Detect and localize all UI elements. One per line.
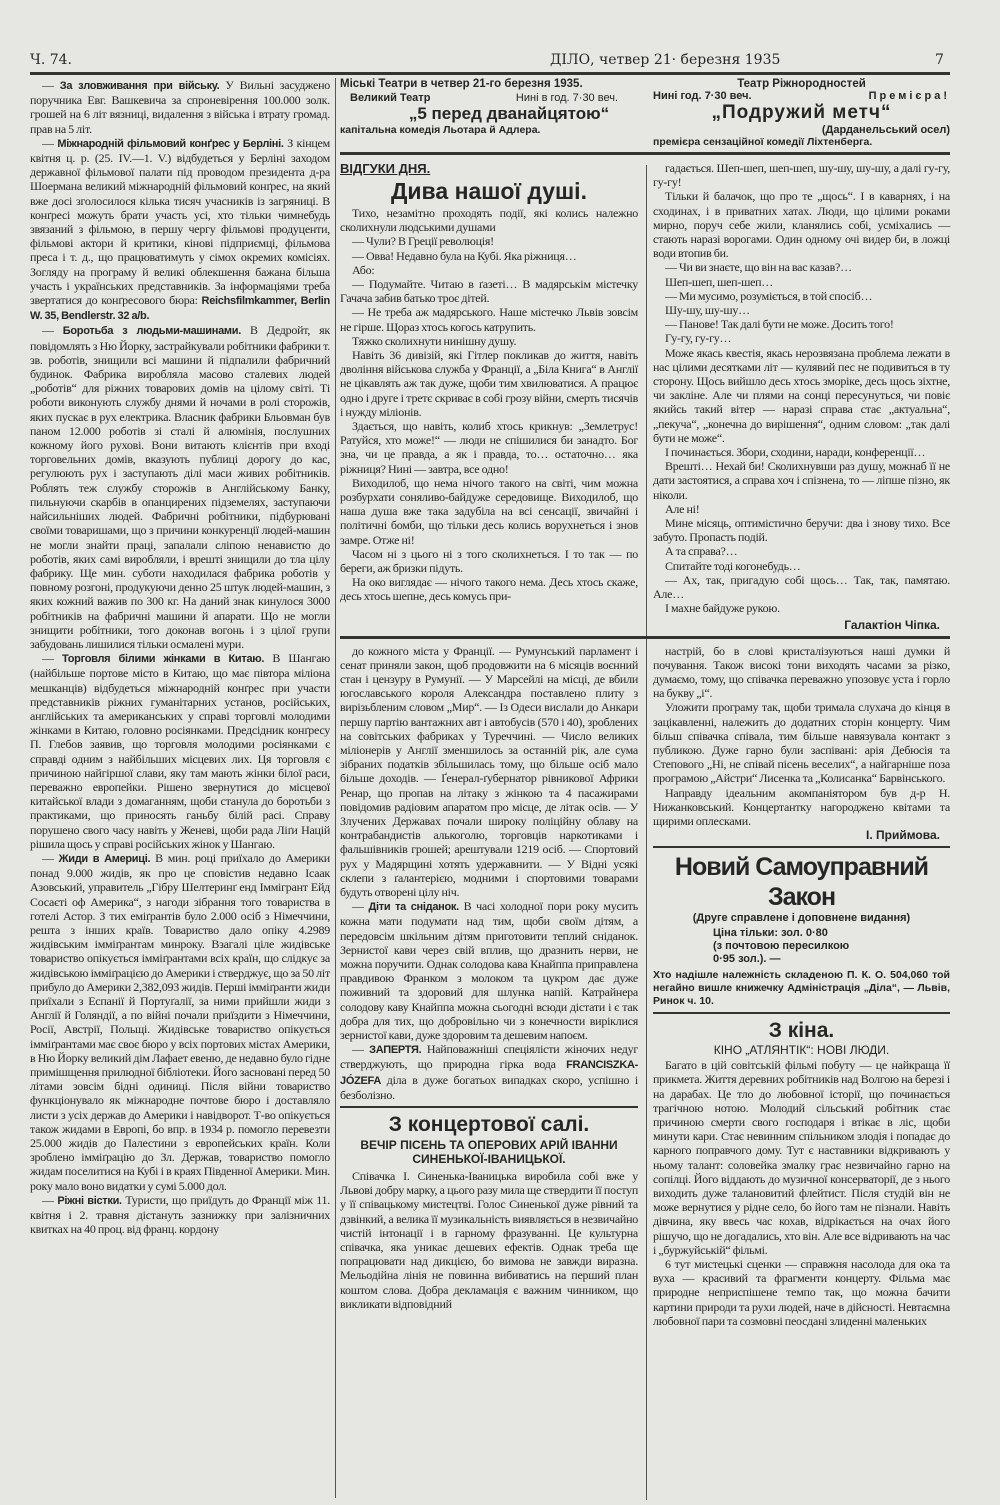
book-price: Ціна тільки: зол. 0·80 xyxy=(713,927,828,940)
cinema-subtitle: КІНО „АТЛЯНТІК“: НОВІ ЛЮДИ. xyxy=(713,1043,890,1058)
paragraph: — Чи ви знаєте, що він на вас казав?… xyxy=(665,260,852,275)
paragraph: — Діти та сніданок. В часі холодної пори року мусить кожна мати подумати над тим, щоби своїм дітям, а передовсім шкільним дітям приготовити теплий сніданок. Зернистої кави через свій вплив, що дразнить нерви, не можна поручити. Однак солодова кава Кнайппа приправлена правдивою Франком з молоком та цукром дає дуже поживний та здоровий для шлунка напій. Катрайнера солодову каву Кнайппа можна сьогодні всюди дістати і є так добра для тих, що добровільно чи з конечности виріклися зернистої кави, дуже здоровим та дешевим напоєм. xyxy=(340,899,638,1042)
paragraph: Часом ні з цього ні з того сколихнеться. І то так — по береги, аж бризки підуть. xyxy=(340,546,638,576)
paragraph: — Овва! Недавно була на Кубі. Яка ріжниця… xyxy=(352,248,577,263)
concert-title: З концертової салі. xyxy=(388,1113,590,1136)
lower-section xyxy=(340,644,950,1329)
variety-theatre-time: Нині год. 7·30 веч. xyxy=(653,90,752,102)
paragraph: Може якась квестія, якась нерозвязана проблема лежати в нас цілими десятками літ — кулявий пес не подивиться в ту сторону. Щось вийшло десь хтось зморіке, десь щось зіхтне, чи закліне. Але чи плями на сонці пересунуться, чи повіє якийсь такий вітер — наразі справа стає „актуальна“, „пекуча“, „конечна до вирішення“, одним словом: „так далі бути не може“. xyxy=(653,345,950,445)
paragraph: Уложити програму так, щоби тримала слухача до кінця в зацікавленні, належить до додатних сторін концерту. Чим більш співачка співала, тим більше навязувала контакт з публикою. Дуже гарно були заспівані: арія Дебюсія та Степового „Ні, не співай пісень веселих“, а найгарніше поза програмою „Айстри“ Лисенка та „Колисанка“ Барвінського. xyxy=(653,700,950,786)
paragraph: до кожного міста у Франції. — Румунський парламент і сенат приняли закон, щоб продовжити на 6 місяців воєнний стан і цензуру в Румунії. — У Марсейлі на місці, де вбили югославського короля Александра поставлено плиту з вирізьбленим словом „Мир“. — Із Одеси вислали до Анкари першу партію вантажних авт і автобусів (570 і 40), зроблених на совітських фабриках у Туреччині. — Число великих міліонерів у Англії зменшилось за останній рік, але сума зібраних податків збільшилась тому, що більше осіб мало більше доходів. — Ґенерал-ґубернатор рівникової Африки Ренар, що пропав на літаку з жінкою та 4 пасажирами повідомив радіовим апаратом про місце, де літак осів. — У Злучених Державах почали широку поліційну облаву на контрабандистів алькоголю, торговців наркотиками і фальшівників грошей; арештували 1219 осіб. — Спортовий рух у Мадярщині хотять удержавнити. — У Відні усякі склепи з ґалантерією, модними і спортовими товарами будуть отворені цілу ніч. xyxy=(340,643,638,899)
paragraph: Тяжко сколихнути нинішну душу. xyxy=(352,333,517,348)
paragraph: Виходилоб, що нема нічого такого на світі, чим можна розбурхати соняливо-байдуже середовище. Виходилоб, що наша душа вже така задубіла на всі сенсації, звичайні і політичні бомби, що тільки десь колись ворухнеться і знов замре. Отже ні! xyxy=(340,475,638,547)
paragraph: — Жиди в Америці. В мин. році приїхало до Америки понад 9.000 жидів, як про це сповістив недавно Ісаак Азовський, управитель „Гібру Шелтеринґ енд Іммігрант Ейд Сосаєті оф Америка“, з нагоди зібрання того товариства в готелі Астор. З тих еміґрантів було 2.000 осіб з Німеччини, решта з інших країв. Товариство дало опіку 4.2989 жидівським імміґрантам минроку. Взагалі ціле жидівське товариство опікується імміґрантами всіх країн, що слідкує за жидівською імміґрацією до Америки і стверджує, що за 50 літ прибуло до Америки 2,382,093 жидів. Перші імміґранти жиди приїхали з Еспанії й Портуґалії, за ними прийшли жиди з Англії й Голяндії, а по війні почали приїздити з Німеччини, Росії, Австрії, Польщі. Жидівське товариство опікується імміґрантами має своє бюро у всіх портових містах Америки, в Ню Йорку великий дім Лафает евеню, де недавно було гідне примішщення прилюдної бібліотеки. Його засновані перед 50 літами зовсім бідні одиниці. Після війни товариство функціонувало як міжнародне почтове бюро і доставляло листи з усіх держав до Америки і навідворот. Т-во опікується також жидами в Европі, бо впр. в 1934 р. помогло перевезти 25.000 жидів до Палестини з европейських країн. Коли зроблено імміґрацію до Зл. Держав, товариство помогло жидам поселитися на Кубі і в краях Південної Америки. Мин. року мало воно видатки у сумі 5.000 дол. xyxy=(30,850,330,1193)
paragraph: Багато в цій совітській фільмі побуту — це найкраща її прикмета. Життя деревних робітників над Волгою на березі і на дарабах. Це тло до любовної історії, що починається трагічною нотою. Молодий сільський робітник стає причиною смерти свого господаря і втікає в ліс, щоби минути кари. Стає невинним спільником злодія і попадає до карного поправчого дому. Тут є наставники відкривають у ньому талант: соловейка змалку грає незвичайно гарно на сопілці. Його віддають до музичної консерваторії, де з нього виходить дуже талановитий флейтист. Після студій він не може вернутися у рідне село, бо його там не пізнали. Навіть дівчина, яку ввесь час кохав, відрікається на очах його рішучо, що не догадались, хто він. Але все відривають на час і „буржуйській“ фільмі. xyxy=(653,1058,950,1257)
section-rule xyxy=(653,846,950,848)
paragraph: — ЗАПЕРТЯ. Найповажніші спеціялісти жіночих недуг стверджують, що природна гірка вода FRANCISZKA-JÓZEFA діла в дуже богатьох випадках скоро, успішно і безболізно. xyxy=(340,1042,639,1102)
premiere-label: Премієра! xyxy=(868,90,950,102)
variety-theatre-name: Театр Ріжнородностей xyxy=(737,78,866,90)
paragraph: — Міжнародній фільмовий конґрес у Берліні. З кінцем квітня ц. р. (25. IV.—1. V.) відбудеться у Берліні заходом державної фільмової палати під проводом президента д-ра Шоермана великий міжнародній фільмовий конґрес, на який вже досі зголосилося кілька тисяч учасників із загряниці. В конґресі можуть брати участь усі, хто тільки чимнебудь звязаний з фільмою, в першу чергу фільмові продуценти, фільмові актори й критики, кінові підприємці, фільмова преса і т. д., що працюватимуть у сімох окремих комісіях. Зогляду на програму й великі облекшення бажана більша участь і українських представників. За інформаціями треба звертатися до конґресового бюра: Reichsfilmkammer, Berlin W. 35, Bendlerstr. 32 a/b. xyxy=(30,135,330,323)
cinema-title: З кіна. xyxy=(768,1019,835,1043)
paragraph: Врешті… Нехай би! Сколихнувши раз душу, можнаб її не дати застоятися, а справа хоч і спізнена, то — ліпше пізно, як ніколи. xyxy=(653,459,950,502)
feuilleton-author: Галактіон Чіпка. xyxy=(844,617,940,632)
main-area xyxy=(340,78,950,1328)
news-column-left xyxy=(30,78,330,1236)
paragraph: Направду ідеальним акомпаніятором був д-р Н. Нижанковський. Концертантку нагороджено квітами та щирими оплесками. xyxy=(653,785,950,828)
paragraph: — Не треба аж мадярського. Наше містечко Львів зовсім не гірше. Щораз хтось когось катрупить. xyxy=(340,305,638,334)
grand-theatre-name: Великий Театр xyxy=(350,92,431,104)
concert-subtitle: ВЕЧІР ПІСЕНЬ ТА ОПЕРОВИХ АРІЙ ІВАННИ СИНЕНЬКОЇ-ІВАНИЦЬКОЇ. xyxy=(360,1138,618,1166)
paragraph: — Панове! Так далі бути не може. Досить того! xyxy=(665,317,894,332)
feuilleton-title: Дива нашої душі. xyxy=(391,178,587,204)
page-header xyxy=(30,52,950,72)
paragraph: Гу-гу, гу-гу… xyxy=(665,331,732,346)
paragraph: 6 тут мистецькі сценки — справжня насолода для ока та вуха — красивий та фрагменти концерту. Фільма має природне неприспішене темпо так, що можна бачити картини природи та рухи людей, наче в дійсності. Невтаємна любовної пари та созмовні пеосдані злиденні маленьких xyxy=(653,1256,950,1328)
book-ad xyxy=(653,852,950,1008)
paragraph: — Ми мусимо, розуміється, в той спосіб… xyxy=(665,288,873,303)
paragraph: — Подумайте. Читаю в ґазеті… В мадярськім містечку Гачача забив батько троє дітей. xyxy=(340,277,638,306)
paragraph: — Торговля білими жінками в Китаю. В Шангаю (найбільше портове місто в Китаю, що має півтора міліона мешканців) відбудеться міжнародній конґрес при участи представників ріжних гуманітарних установ, російських, англійських та американських у справі торговлі молодими жінками в Китаю, головно росіянками. Предсідник конґресу П. Глебов заявив, що торговля молодими росіянками є справді одним з найбільших місцевих лих. Ця торговля є причиною найгіршої слави, яку там мають жінки білої раси, переважно европейки. Рішено звернутися до місцевої китайської влади з домаганням, щоби станула до боротьби з практиками, що приносять ганьбу білій расі. Справу порушено свого часу навіть у Женеві, щоби рада Ліґи Націй рішила щось у справі російських жінок у Шангаю. xyxy=(30,651,330,851)
paragraph: — Боротьба з людьми-машинами. В Дедройт, як повідомлять з Ню Йорку, застрайкували робітники фабрики т. зв. роботів, знищили всі машини й підпалили фабричний будинок. Фабрика виробляла масово сталевих людей „роботів“ для ріжних товарових домів на цілому світі. Ті роботи виконують службу днями й ночами в ролі сторожів, яких пускає в рух електрика. Власник фабрики Бльовман був паном 12.000 роботів зі сталі й алюмінія, послушних кожному його рухові. Вони витають клієнтів при вході торговельних домів, вказують публиці дорогу до кас, регулюють рух і заступають ділі маси живих робітників. Роблять теж службу сторожів в Англійському Банку, пильнуючи скарбів в опанцирених підземелях, заступаючи найсильніших людей. Фабричні робітники, підбурювані своїми товаришами, що з причини конкуренції людей-машин не могли знайти праці, запалали сліпою ненавистю до роботів, яких самі виробляли, і врешті знищили до тла цілу фабрику. Ще мин. суботи находилася фабрика роботів у повному розгоні, продукуючи денно 25 штук людей-машин, з яких кожний важив по 300 кг. На даний знак кинулося 3000 робітників на фабричні машини й апарати. Що не могли знищити робітники, того доконав вогонь і з цілої групи забудовань лишилися тільки осмалені мури. xyxy=(30,323,331,651)
paragraph: — Чули? В Греції революція! xyxy=(352,234,494,249)
page-number: 7 xyxy=(935,52,944,68)
paragraph: А та справа?… xyxy=(665,544,738,559)
grand-theatre-time: Нині в год. 7·30 веч. xyxy=(515,92,618,104)
book-subtitle: (Друге справлене і доповнене видання) xyxy=(692,912,911,925)
concert-author: І. Приймова. xyxy=(866,828,940,843)
masthead: ДІЛО, четвер 21· березня 1935 xyxy=(550,52,781,68)
column-divider xyxy=(335,78,336,1498)
book-price-note: (з почтовою пересилкою xyxy=(713,940,850,953)
paragraph: Мине місяць, оптимістично беручи: два і знову тихо. Все забуто. Пропасть подій. xyxy=(653,516,950,545)
variety-theatre-sub: (Дарданельський осел) xyxy=(821,124,950,136)
paragraph: Спитайте тоді когонебудь… xyxy=(665,558,801,573)
city-theatres-title: Міські Театри в четвер 21-го березня 1935. xyxy=(340,78,583,90)
book-price-note: 0·95 зол.). — xyxy=(713,953,781,966)
paragraph: І починається. Збори, сходини, наради, конференції… xyxy=(665,445,926,460)
paragraph: І махне байдуже рукою. xyxy=(665,601,780,616)
paragraph: гадається. Шеп-шеп, шеп-шеп, шу-шу, шу-шу, а далі гу-гу, гу-гу! xyxy=(653,161,950,190)
paragraph: Шеп-шеп, шеп-шеп… xyxy=(665,274,774,289)
book-order-info: Хто надішле належність складеною П. К. О. 504,060 той негайно вишле книжечку Адміністрація „Діла“, — Львів, Ринок ч. 10. xyxy=(653,969,950,1008)
section-rule xyxy=(340,636,950,639)
variety-theatre-ad xyxy=(653,78,950,148)
variety-theatre-desc: премієра сензаційної комедії Ліхтенберга. xyxy=(653,136,873,148)
concert-text-left xyxy=(340,1169,638,1311)
header-rule xyxy=(30,72,950,75)
grand-theatre-desc: капітальна комедія Льотара й Адлера. xyxy=(340,124,541,136)
ads-rule xyxy=(340,152,950,155)
paragraph: Тільки й балачок, що про те „щось“. І в каварнях, і на сходинах, і в приватних хатах. Люди, що цілими роками мирно, поруч себе жили, кланялись собі, усміхались — стають наразі ворогами. Один одному очі видер би, в ложці води втопив би. xyxy=(653,189,950,261)
paragraph: Або: xyxy=(352,262,375,277)
feuilleton-text-right xyxy=(653,161,950,616)
paragraph: Співачка І. Синенька-Іваницька виробила собі вже у Львові добру марку, а цього разу мила ще ствердити її поступ у її співацькому мистецтві. Голос Синенької дуже рівний та дзвінкий, а велика її музикальність виявляється в незвичайно чистій інтонації і в гарному фразуванні. Це культурна співачка, яка уникає дешевих ефектів. Однак треба ще попрацювати над дикцією, бо вимова не завжди виразна. Мельодійна лінія не повинна вибиватись на перший план коштом слова. Добра декламація є важним чинником, що викликати відповідний xyxy=(340,1169,638,1311)
paragraph: — Ріжні вістки. Туристи, що приїдуть до Франції між 11. квітня і 2. травня дістануть зазнижку при залізничних квитках на 40 проц. від франц. кордону xyxy=(30,1192,330,1237)
paragraph: настрій, бо в слові кристалізуються наші думки й почування. Також високі тони виходять часами за різко, думаємо, тому, що співачка переважно упозовує уста і горло на букву „і“. xyxy=(653,643,950,701)
rubric-label: ВІДГУКИ ДНЯ. xyxy=(340,161,431,176)
concert-text-right xyxy=(653,644,950,829)
paragraph: На око виглядає — нічого такого нема. Десь хтось скаже, десь хтось шепне, десь комусь при- xyxy=(340,575,638,604)
issue-number: Ч. 74. xyxy=(30,52,72,68)
paragraph: Але ні! xyxy=(665,501,700,516)
paragraph: Тихо, незамітно проходять події, які колись належно сколихнули людськими душами xyxy=(340,206,638,235)
city-theatres-ad xyxy=(340,78,638,148)
cinema-text xyxy=(653,1058,950,1328)
section-rule xyxy=(340,1106,638,1108)
paragraph: Шу-шу, шу-шу… xyxy=(665,303,750,318)
feuilleton-text-left xyxy=(340,206,638,604)
paragraph: — Ах, так, пригадую собі щось… Так, так, памятаю. Але… xyxy=(653,572,950,602)
paragraph: — За зловживання при війську. У Вильні засуджено поручника Евг. Вашкевича за спроневірення 100.000 золк. грошей на 6 літ вязниці, видалення з війська і втрату громад. прав на 5 літ. xyxy=(30,78,330,136)
grand-theatre-play: „5 перед дванайцятою“ xyxy=(408,104,610,123)
variety-theatre-play: „Подружий метч“ xyxy=(711,102,892,123)
news-column-middle xyxy=(340,644,638,1103)
theatre-ads xyxy=(340,78,950,148)
paragraph: Здається, що навіть, колиб хтось крикнув: „Землетрус! Ратуйся, хто може!“ — люди не спішилися би занадто. Бог зна, чи це правда, а як і правда, то… остаточно… яка ріжниця? Нині — завтра, все одно! xyxy=(340,419,638,476)
book-title: Новий Самоуправний Закон xyxy=(674,853,929,912)
feuilleton xyxy=(340,161,950,632)
paragraph: Навіть 36 дивізій, які Гітлер покликав до життя, навіть двоління військова служба у Франції, а „Біла Книга“ в Англії не цікавлять аж так дуже, щоби тим хвилюватися. А працює одно і друге і третє скриває в собі грозу війни, смерть тисячів і нужду міліонів. xyxy=(340,348,638,419)
section-rule xyxy=(653,1012,950,1014)
